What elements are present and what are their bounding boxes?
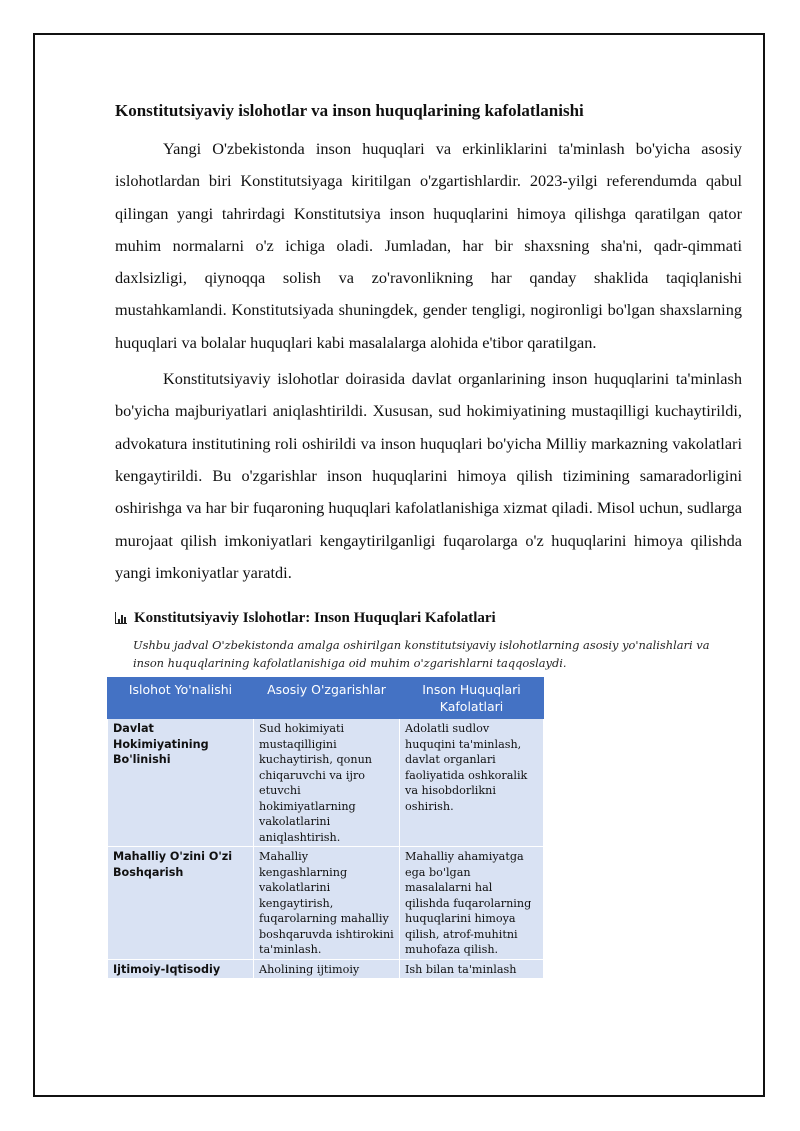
paragraph-2: Konstitutsiyaviy islohotlar doirasida davlat organlarining inson huquqlarini ta'minlash bo'yicha majburiyatlari aniqlashtirildi. Xususan, sud hokimiyatining mustaqilligi kuchaytirildi, advokatura institutining roli oshirildi va inson huquqlari bo'yicha Milliy markazning vakolatlari kengaytirildi. Bu o'zgarishlar inson huquqlarini himoya qilish tizimining samaradorligini oshirishga va har bir fuqaroning huquqlari kafolatlanishiga xizmat qiladi. Misol uchun, sudlarga murojaat qilish imkoniyatlari kengaytirilganligi fuqarolarga o'z huquqlarini himoya qilishda yangi imkoniyatlar yaratdi. xyxy=(115,369,742,582)
paragraph-1: Yangi O'zbekistonda inson huquqlari va erkinliklarini ta'minlash bo'yicha asosiy islohotlardan biri Konstitutsiyaga kiritilgan o'zgartishlardir. 2023-yilgi referendumda qabul qilingan yangi tahrirdagi Konstitutsiya inson huquqlarini himoya qilishga qaratilgan qator muhim normalarni o'z ichiga oladi. Jumladan, har bir shaxsning sha'ni, qadr-qimmati daxlsizligi, qiynoqqa solish va zo'ravonlikning har qanday shaklida taqiqlanishi mustahkamlandi. Konstitutsiyada shuningdek, gender tengligi, nogironligi bo'lgan shaxslarning huquqlari va bolalar huquqlari kabi masalalarga alohida e'tibor qaratilgan. xyxy=(115,139,742,352)
column-header: Islohot Yo'nalishi xyxy=(108,678,254,719)
section-heading: Konstitutsiyaviy islohotlar va inson huquqlarining kafolatlanishi xyxy=(115,101,584,120)
table-caption: Ushbu jadval O'zbekistonda amalga oshirilgan konstitutsiyaviy islohotlarning asosiy yo'nalishlari va inson huquqlarining kafolatlanishiga oid muhim o'zgarishlarni taqqoslaydi. xyxy=(133,638,710,671)
table-header-row xyxy=(108,678,544,719)
column-header: Inson Huquqlari Kafolatlari xyxy=(400,678,544,719)
table-cell: Davlat Hokimiyatining Bo'linishi xyxy=(108,719,254,847)
table-cell: Mahalliy O'zini O'zi Boshqarish xyxy=(108,847,254,960)
table-row xyxy=(108,847,544,960)
table-cell: Adolatli sudlov huquqini ta'minlash, davlat organlari faoliyatida oshkoralik va hisobdorlikni oshirish. xyxy=(400,719,544,847)
table-row xyxy=(108,719,544,847)
table-cell: Sud hokimiyati mustaqilligini kuchaytirish, qonun chiqaruvchi va ijro etuvchi hokimiyatlarning vakolatlarini aniqlashtirish. xyxy=(254,719,400,847)
document-body xyxy=(115,99,742,979)
table-cell: Mahalliy ahamiyatga ega bo'lgan masalalarni hal qilishda fuqarolarning huquqlarini himoya qilish, atrof-muhitni muhofaza qilish. xyxy=(400,847,544,960)
column-header: Asosiy O'zgarishlar xyxy=(254,678,400,719)
table-title xyxy=(115,608,742,628)
bar-chart-icon xyxy=(115,612,127,624)
table-cell: Aholining ijtimoiy xyxy=(254,959,400,979)
reforms-table xyxy=(107,677,544,979)
table-cell: Mahalliy kengashlarning vakolatlarini kengaytirish, fuqarolarning mahalliy boshqaruvda ishtirokini ta'minlash. xyxy=(254,847,400,960)
table-cell: Ijtimoiy-Iqtisodiy xyxy=(108,959,254,979)
table-title-text: Konstitutsiyaviy Islohotlar: Inson Huquqlari Kafolatlari xyxy=(134,610,496,627)
table-cell: Ish bilan ta'minlash xyxy=(400,959,544,979)
table-row xyxy=(108,959,544,979)
